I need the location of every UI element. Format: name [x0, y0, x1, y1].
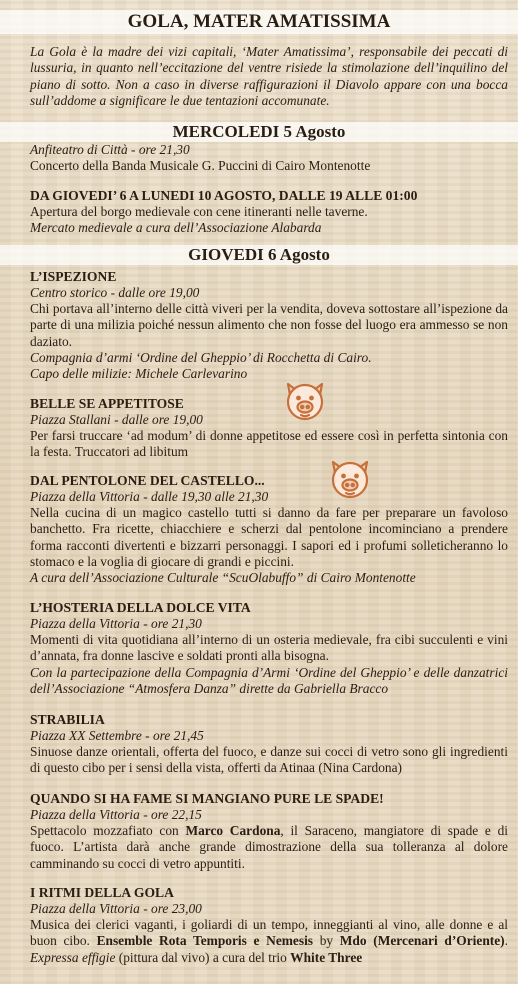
event-ispezione [30, 268, 508, 382]
text-run: Expressa effigie [30, 949, 116, 965]
artist-name: Marco Cardona [185, 823, 281, 838]
event-description: Chi portava all’interno delle città viveri per la vendita, doveva sottostare all’ispezione da parte di una milizia poiché nessun alimento che non fosse del luogo era ammesso se non daziato. [30, 301, 508, 349]
text-run: Spettacolo mozzafiato con [30, 823, 186, 838]
text-run: (pittura dal vivo) a cura del trio [115, 949, 291, 965]
event-credit: A cura dell’Associazione Culturale “ScuOlabuffo” di Cairo Montenotte [30, 570, 416, 586]
event-description [30, 917, 508, 966]
ensemble-name: White Three [290, 949, 363, 965]
event-description: Sinuose danze orientali, offerta del fuoco, e danze sui cocci di vetro sono gli ingredienti di questo cibo per i sensi della vista, offerti da Atinaa (Nina Cardona) [30, 744, 508, 776]
ensemble-name: Mdo (Mercenari d’Oriente) [339, 933, 505, 949]
event-description: Nella cucina di un magico castello tutti si danno da fare per preparare un favoloso banchetto. Fra ricette, chiacchiere e scherzi dal pentolone incominciano a prendere forma racconti divertenti e bizzarri personaggi. I sapori ed i profumi solleticheranno lo stomaco e la voglia di giocare di grandi e piccini. [30, 505, 508, 569]
event-location: Piazza XX Settembre - ore 21,45 [30, 728, 204, 743]
page-title: GOLA, MATER AMATISSIMA [0, 10, 518, 34]
event-location: Piazza della Vittoria - ore 23,00 [30, 901, 202, 916]
event-title: STRABILIA [30, 712, 105, 727]
pig-face-icon [324, 452, 376, 504]
event-title: QUANDO SI HA FAME SI MANGIANO PURE LE SPADE! [30, 791, 384, 806]
event-location: Piazza Stallani - dalle ore 19,00 [30, 412, 203, 427]
event-belle [30, 395, 508, 461]
text-run: . [504, 933, 508, 949]
event-title: L’ISPEZIONE [30, 269, 117, 284]
event-spade [30, 790, 508, 872]
event-location: Centro storico - dalle ore 19,00 [30, 285, 200, 300]
event-concerto [30, 142, 508, 174]
ensemble-name: Ensemble Rota Temporis e Nemesis [96, 933, 314, 949]
event-borgo [30, 187, 508, 237]
day-title-wednesday: MERCOLEDI 5 Agosto [0, 122, 518, 142]
event-strabilia [30, 711, 508, 777]
event-description [30, 823, 508, 872]
event-hosteria [30, 599, 508, 697]
text-run: , il Saraceno, mangiatore di spade e di fuoco. L’artista darà anche grande dimostrazione della sua tolleranza al dolore camminando su cocci di vetro appuntiti. [30, 823, 508, 871]
event-description: Concerto della Banda Musicale G. Puccini di Cairo Montenotte [30, 158, 371, 173]
event-title: DA GIOVEDI’ 6 A LUNEDI 10 AGOSTO, DALLE 19 ALLE 01:00 [30, 188, 418, 203]
event-credit: Con la partecipazione della Compagnia d’Armi ‘Ordine del Gheppio’ e delle danzatrici dell’Associazione “Atmosfera Danza” dirette da Gabriella Bracco [30, 664, 508, 696]
event-ritmi [30, 884, 508, 966]
event-title: DAL PENTOLONE DEL CASTELLO... [30, 473, 265, 488]
event-title: L’HOSTERIA DELLA DOLCE VITA [30, 600, 251, 615]
event-location: Piazza della Vittoria - ore 21,30 [30, 616, 202, 631]
event-location: Piazza della Vittoria - dalle 19,30 alle 21,30 [30, 489, 269, 504]
event-credit: Capo delle milizie: Michele Carlevarino [30, 366, 248, 382]
event-credit: Compagnia d’armi ‘Ordine del Gheppio’ di Rocchetta di Cairo. [30, 349, 372, 365]
event-description: Apertura del borgo medievale con cene itineranti nelle taverne. [30, 204, 368, 219]
event-description: Per farsi truccare ‘ad modum’ di donne appetitose ed essere così in perfetta sintonia con la festa. Truccatori ad libitum [30, 428, 508, 460]
event-description: Momenti di vita quotidiana all’interno di un osteria medievale, fra cibi succulenti e vini d’annata, fra donne lascive e soldati pronti alla bisogna. [30, 632, 508, 664]
event-title: BELLE SE APPETITOSE [30, 396, 184, 411]
day-title-thursday: GIOVEDI 6 Agosto [0, 245, 518, 265]
event-credit: Mercato medievale a cura dell’Associazione Alabarda [30, 220, 322, 236]
pig-face-icon [279, 374, 331, 426]
event-location: Anfiteatro di Città - ore 21,30 [30, 142, 190, 157]
text-run: Musica dei clerici vaganti, i goliardi di un tempo, inneggianti al vino, alle donne e al buon cibo. [30, 917, 508, 949]
text-run: by [313, 933, 340, 949]
intro-text: La Gola è la madre dei vizi capitali, ‘Mater Amatissima’, responsabile dei peccati di lussuria, in quanto nell’eccitazione del ventre risiede la stimolazione dell’inquilino del piano di sotto. Non a caso in diverse raffigurazioni il Diavolo appare con una bocca sull’addome a significare le due tentazioni accomunate. [30, 44, 508, 109]
event-pentolone [30, 472, 508, 586]
event-location: Piazza della Vittoria - ore 22,15 [30, 807, 202, 822]
event-title: I RITMI DELLA GOLA [30, 885, 174, 900]
